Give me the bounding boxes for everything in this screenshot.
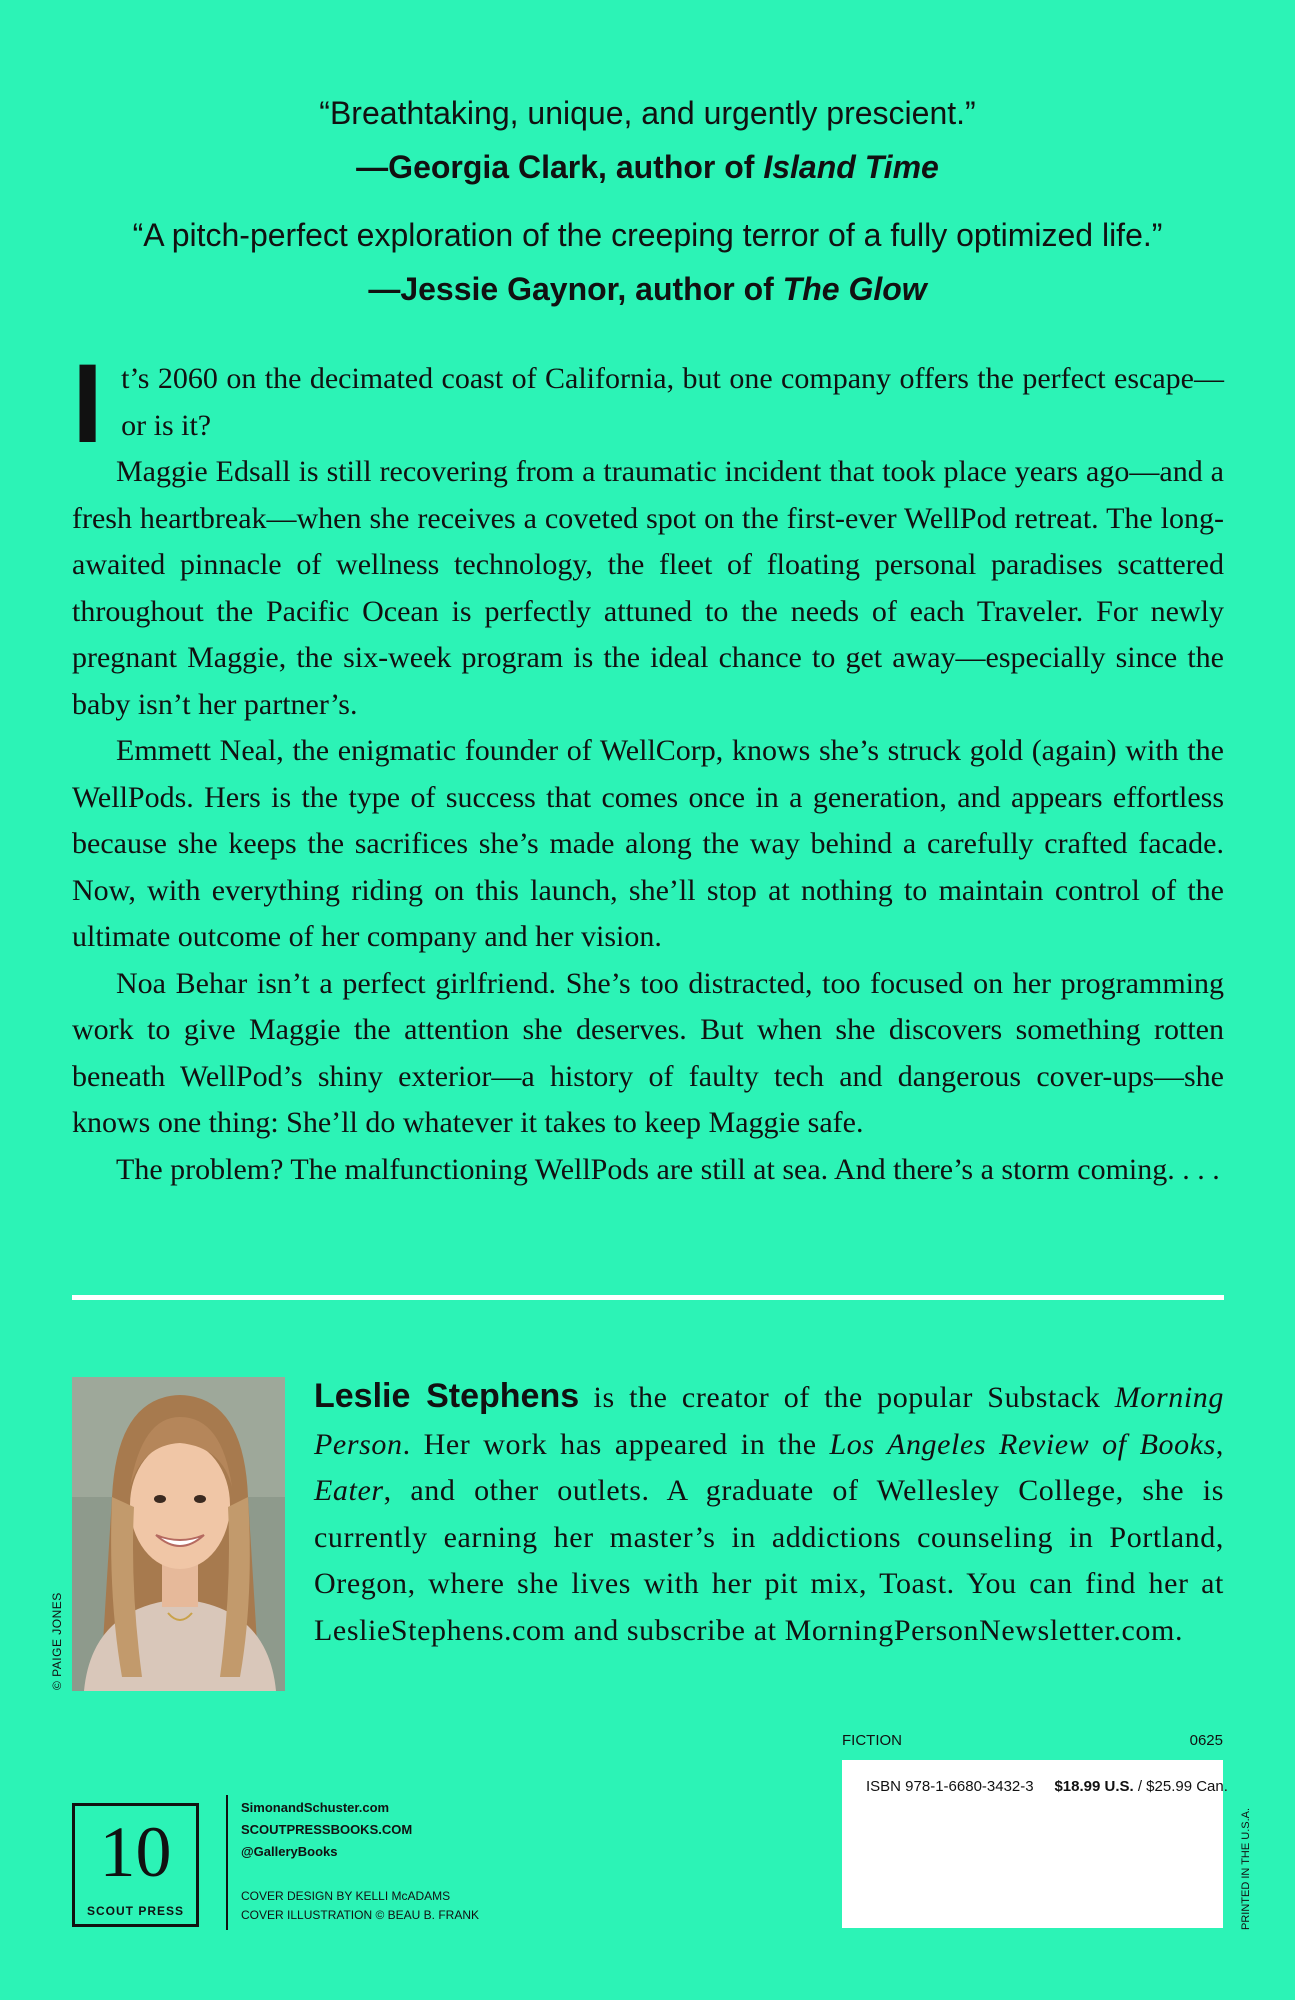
price-can: / $25.99 Can. [1133,1778,1228,1795]
divider-rule [72,1295,1224,1300]
quote-1-book-title: Island Time [763,149,939,185]
genre-label: FICTION [842,1732,902,1749]
logo-text: SCOUT PRESS [86,1904,184,1918]
photo-credit: © PAIGE JONES [50,1592,64,1690]
genre-line [842,1732,1223,1749]
praise-quotes [0,86,1295,316]
logo-number: 10 [99,1812,172,1892]
bio-substack-name: Morning Person [314,1381,1224,1461]
quote-2 [0,208,1295,316]
bio-text-3: , [1215,1427,1224,1461]
logo-divider [226,1795,228,1930]
isbn-price-line [866,1778,1228,1795]
scout-press-logo [72,1803,199,1927]
quote-2-text: “A pitch-perfect exploration of the creeping terror of a fully optimized life.” [132,217,1163,253]
publisher-links [241,1797,412,1863]
blurb-p1-text: t’s 2060 on the decimated coast of California, but one company offers the perfect escape—or is it? [121,362,1224,442]
blurb-paragraph-5: The problem? The malfunctioning WellPods are still at sea. And there’s a storm coming. . . . [116,1152,1220,1186]
author-name: Leslie Stephens [314,1377,580,1415]
blurb-paragraph-1 [72,341,1224,466]
cover-design-credit: COVER DESIGN BY KELLI McADAMS [241,1889,451,1903]
blurb-paragraph-3: Emmett Neal, the enigmatic founder of WellCorp, knows she’s struck gold (again) with the WellPods. Hers is the type of success that comes once in a generation, and appears effortless because she keeps the sacrifices she’s made along the way behind a carefully crafted facade. Now, with everything riding on this launch, she’ll stop at nothing to maintain control of the ultimate outcome of her company and her vision. [72,734,1224,953]
printed-in-usa: PRINTED IN THE U.S.A. [1240,1807,1252,1930]
blurb-paragraph-2: Maggie Edsall is still recovering from a traumatic incident that took place years ago—and a fresh heartbreak—when she receives a coveted spot on the first-ever WellPod retreat. The long-awaited pinnacle of wellness technology, the fleet of floating personal paradises scattered throughout the Pacific Ocean is perfectly attuned to the needs of each Traveler. For newly pregnant Maggie, the six-week program is the ideal chance to get away—especially since the baby isn’t her partner’s. [72,455,1224,721]
bio-publication-1: Los Angeles Review of Books [829,1427,1216,1461]
bio-publication-2: Eater [314,1474,384,1507]
bio-text-2: . Her work has appeared in the [402,1427,830,1461]
author-portrait-illustration [72,1377,285,1691]
author-photo [72,1377,285,1691]
quote-1-attr-prefix: —Georgia Clark, author of [356,149,764,185]
drop-cap: I [72,341,104,466]
bio-text-4: , and other outlets. A graduate of Wellesley College, she is currently earning her master’s in addictions counseling in Portland, Oregon, where she lives with her pit mix, Toast. You can find her at LeslieStephens.com and subscribe at MorningPersonNewsletter.com. [314,1474,1224,1647]
price-us: $18.99 U.S. [1054,1778,1134,1795]
link-simonandschuster: SimonandSchuster.com [241,1800,390,1815]
quote-2-attr-prefix: —Jessie Gaynor, author of [368,271,783,307]
cover-illustration-credit: COVER ILLUSTRATION © BEAU B. FRANK [241,1908,479,1922]
quote-2-book-title: The Glow [782,271,927,307]
author-bio [314,1373,1224,1654]
link-gallerybooks: @GalleryBooks [241,1844,338,1859]
isbn: ISBN 978-1-6680-3432-3 [866,1778,1034,1795]
release-code: 0625 [1189,1732,1223,1749]
cover-credits [241,1887,479,1925]
quote-1-attribution [0,140,1295,194]
blurb-paragraph-4: Noa Behar isn’t a perfect girlfriend. She’s too distracted, too focused on her programming work to give Maggie the attention she deserves. But when she discovers something rotten beneath WellPod’s shiny exterior—a history of faulty tech and dangerous cover-ups—she knows one thing: She’ll do whatever it takes to keep Maggie safe. [72,966,1224,1139]
bio-text-1: is the creator of the popular Substack [579,1381,1115,1414]
quote-1: “Breathtaking, unique, and urgently prescient.” [319,95,976,131]
book-blurb [72,341,1224,1193]
link-scoutpressbooks: SCOUTPRESSBOOKS.COM [241,1822,413,1837]
